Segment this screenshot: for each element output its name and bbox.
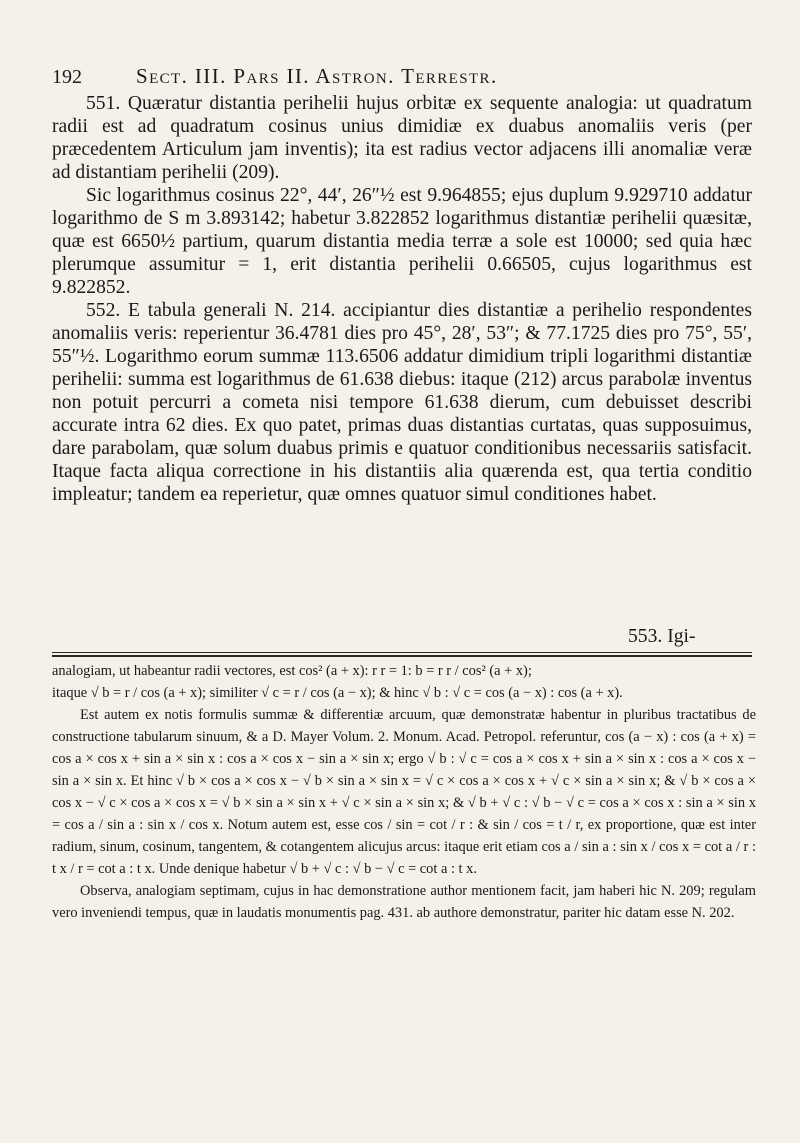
footnote-derivation: Est autem ex notis formulis summæ & differentiæ arcuum, quæ demonstratæ habentur in pluribus tractatibus de constructione tabularum sinuum, & a D. Mayer Volum. 2. Monum. Acad. Petropol. referuntur, cos (a − x) : cos (a + x) = cos a × cos x + sin a × sin x : cos a × cos x − sin a × sin x; ergo √ b : √ c = cos a × cos x + sin a × sin x : cos a × cos x − sin a × sin x. Et hinc √ b × cos a × cos x − √ b × sin a × sin x = √ c × cos a × cos x + √ c × sin a × sin x; & √ b × cos a × cos x − √ c × cos a × cos x = √ b × sin a × sin x + √ c × sin a × sin x; & √ b + √ c : √ b − √ c = cos a × cos x : sin a × sin x = cos a / sin a : sin x / cos x. Notum autem est, esse cos / sin = cot / r : & sin / cos = t / r, ex proportione, quæ est inter radium, sinum, cosinum, tangentem, & cotangentem alicujus arcus: itaque erit etiam cos a / sin a : sin x / cos x = cot a / r : t x / r = cot a : t x. Unde denique habetur √ b + √ c : √ b − √ c = cot a : t x. [52,707,756,877]
running-head: Sect. III. Pars II. Astron. Terrestr. [136,64,498,88]
paragraph-551-computation: Sic logarithmus cosinus 22°, 44′, 26″½ est 9.964855; ejus duplum 9.929710 addatur logarithmo de S m 3.893142; habetur 3.822852 logarithmus distantiæ perihelii quæsitæ, quæ est 6650½ partium, quarum distantia media terræ a sole est 10000; sed quia hæc plerumque assumitur = 1, erit distantia perihelii 0.66505, cujus logarithmus est 9.822852. [52,185,752,298]
catchword: 553. Igi- [628,626,696,647]
main-text [52,92,752,506]
footnote [52,660,756,924]
footnote-line-2: itaque √ b = r / cos (a + x); similiter √ c = r / cos (a − x); & hinc √ b : √ c = cos (a − x) : cos (a + x). [52,685,623,701]
footnote-rule-thick [52,655,752,657]
paragraph-551: 551. Quæratur distantia perihelii hujus orbitæ ex sequente analogia: ut quadratum radii est ad quadratum cosinus unius dimidiæ ex duabus anomaliis veris (per præcedentem Articulum jam inventis); ita est radius vector adjacens illi anomaliæ veræ ad distantiam perihelii (209). [52,93,752,183]
footnote-line-1: analogiam, ut habeantur radii vectores, est cos² (a + x): r r = 1: b = r r / cos² (a + x); [52,663,532,679]
page-header [52,60,748,94]
footnote-observation: Observa, analogiam septimam, cujus in hac demonstratione author mentionem facit, jam haberi hic N. 209; regulam vero inveniendi tempus, quæ in laudatis monumentis pag. 431. ab authore demonstratur, pariter hic datam esse N. 202. [52,883,756,921]
footnote-rule [52,652,752,653]
page-number: 192 [52,66,82,88]
paragraph-552: 552. E tabula generali N. 214. accipiantur dies distantiæ a perihelio respondentes anomaliis veris: reperientur 36.4781 dies pro 45°, 28′, 53″; & 77.1725 dies pro 75°, 55′, 55″½. Logarithmo eorum summæ 113.6506 addatur dimidium tripli logarithmi distantiæ perihelii: summa est logarithmus de 61.638 diebus: itaque (212) arcus parabolæ inventus non potuit percurri a cometa nisi tempore 61.638 dierum, cum debuisset describi accurate intra 62 dies. Ex quo patet, primas duas distantias curtatas, quas supposuimus, dare parabolam, quæ solum duabus primis e quatuor conditionibus necessariis satisfacit. Itaque facta aliqua correctione in his distantiis alia quærenda est, qua tertia conditio impleatur; tandem ea reperietur, quæ omnes quatuor simul conditiones habet. [52,300,752,505]
